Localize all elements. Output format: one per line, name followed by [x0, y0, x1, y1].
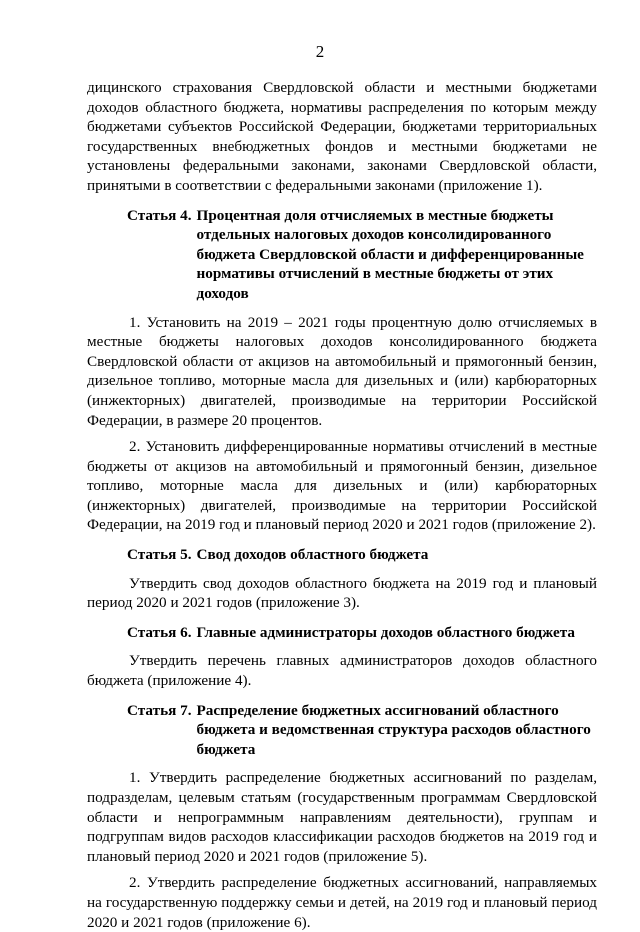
article-7-paragraph-1: 1. Утвердить распределение бюджетных ассигнований по разделам, подразделам, целевым статьям (государственным программам Свердловской области и непрограммным направлениям деятельности), группам и подгруппам видов расходов классификации расходов бюджетов на 2019 год и плановый период 2020 и 2021 годов (приложение 5). — [87, 769, 597, 865]
page-number: 2 — [315, 42, 325, 61]
article-6-number: Статья 6. — [127, 623, 192, 641]
article-4-paragraph-2: 2. Установить дифференцированные нормативы отчислений в местные бюджеты от акцизов на автомобильный и прямогонный бензин, дизельное топливо, моторные масла для дизельных и (или) карбюраторных (инжекторных) двигателей, производимые на территории Российской Федерации, на 2019 год и плановый период 2020 и 2021 годов (приложение 2). — [87, 438, 597, 534]
article-4-number: Статья 4. — [127, 206, 192, 224]
article-5-heading — [87, 545, 597, 565]
article-6-paragraph-1: Утвердить перечень главных администраторов доходов областного бюджета (приложение 4). — [87, 652, 597, 690]
article-5-number: Статья 5. — [127, 546, 192, 564]
article-6-heading — [87, 623, 597, 643]
article-7-title: Распределение бюджетных ассигнований областного бюджета и ведомственная структура расходов областного бюджета — [196, 701, 591, 758]
article-7-number: Статья 7. — [127, 701, 192, 719]
article-4-heading — [87, 206, 597, 304]
article-7-paragraph-2: 2. Утвердить распределение бюджетных ассигнований, направляемых на государственную поддержку семьи и детей, на 2019 год и плановый период 2020 и 2021 годов (приложение 6). — [87, 874, 597, 931]
article-7-heading — [87, 701, 597, 760]
article-4-paragraph-1: 1. Установить на 2019 – 2021 годы процентную долю отчисляемых в местные бюджеты налоговых доходов консолидированного бюджета Свердловской области от акцизов на автомобильный и прямогонный бензин, дизельное топливо, моторные масла для дизельных и (или) карбюраторных (инжекторных) двигателей, производимые на территории Российской Федерации, в размере 20 процентов. — [87, 313, 597, 429]
intro-paragraph: дицинского страхования Свердловской области и местными бюджетами доходов областного бюджета, нормативы распределения по которым между бюджетами субъектов Российской Федерации, бюджетами территориальных государственных внебюджетных фондов и местными бюджетами не установлены федеральными законами, законами Свердловской области, принятыми в соответствии с федеральными законами (приложение 1). — [87, 79, 597, 194]
document-body — [87, 78, 597, 932]
article-5-title: Свод доходов областного бюджета — [196, 546, 429, 564]
article-5-paragraph-1: Утвердить свод доходов областного бюджета на 2019 год и плановый период 2020 и 2021 годов (приложение 3). — [87, 574, 597, 612]
article-4-title: Процентная доля отчисляемых в местные бюджеты отдельных налоговых доходов консолидированного бюджета Свердловской области и дифференцированные нормативы отчислений в местные бюджеты от этих доходов — [196, 206, 584, 302]
article-6-title: Главные администраторы доходов областного бюджета — [196, 623, 575, 641]
